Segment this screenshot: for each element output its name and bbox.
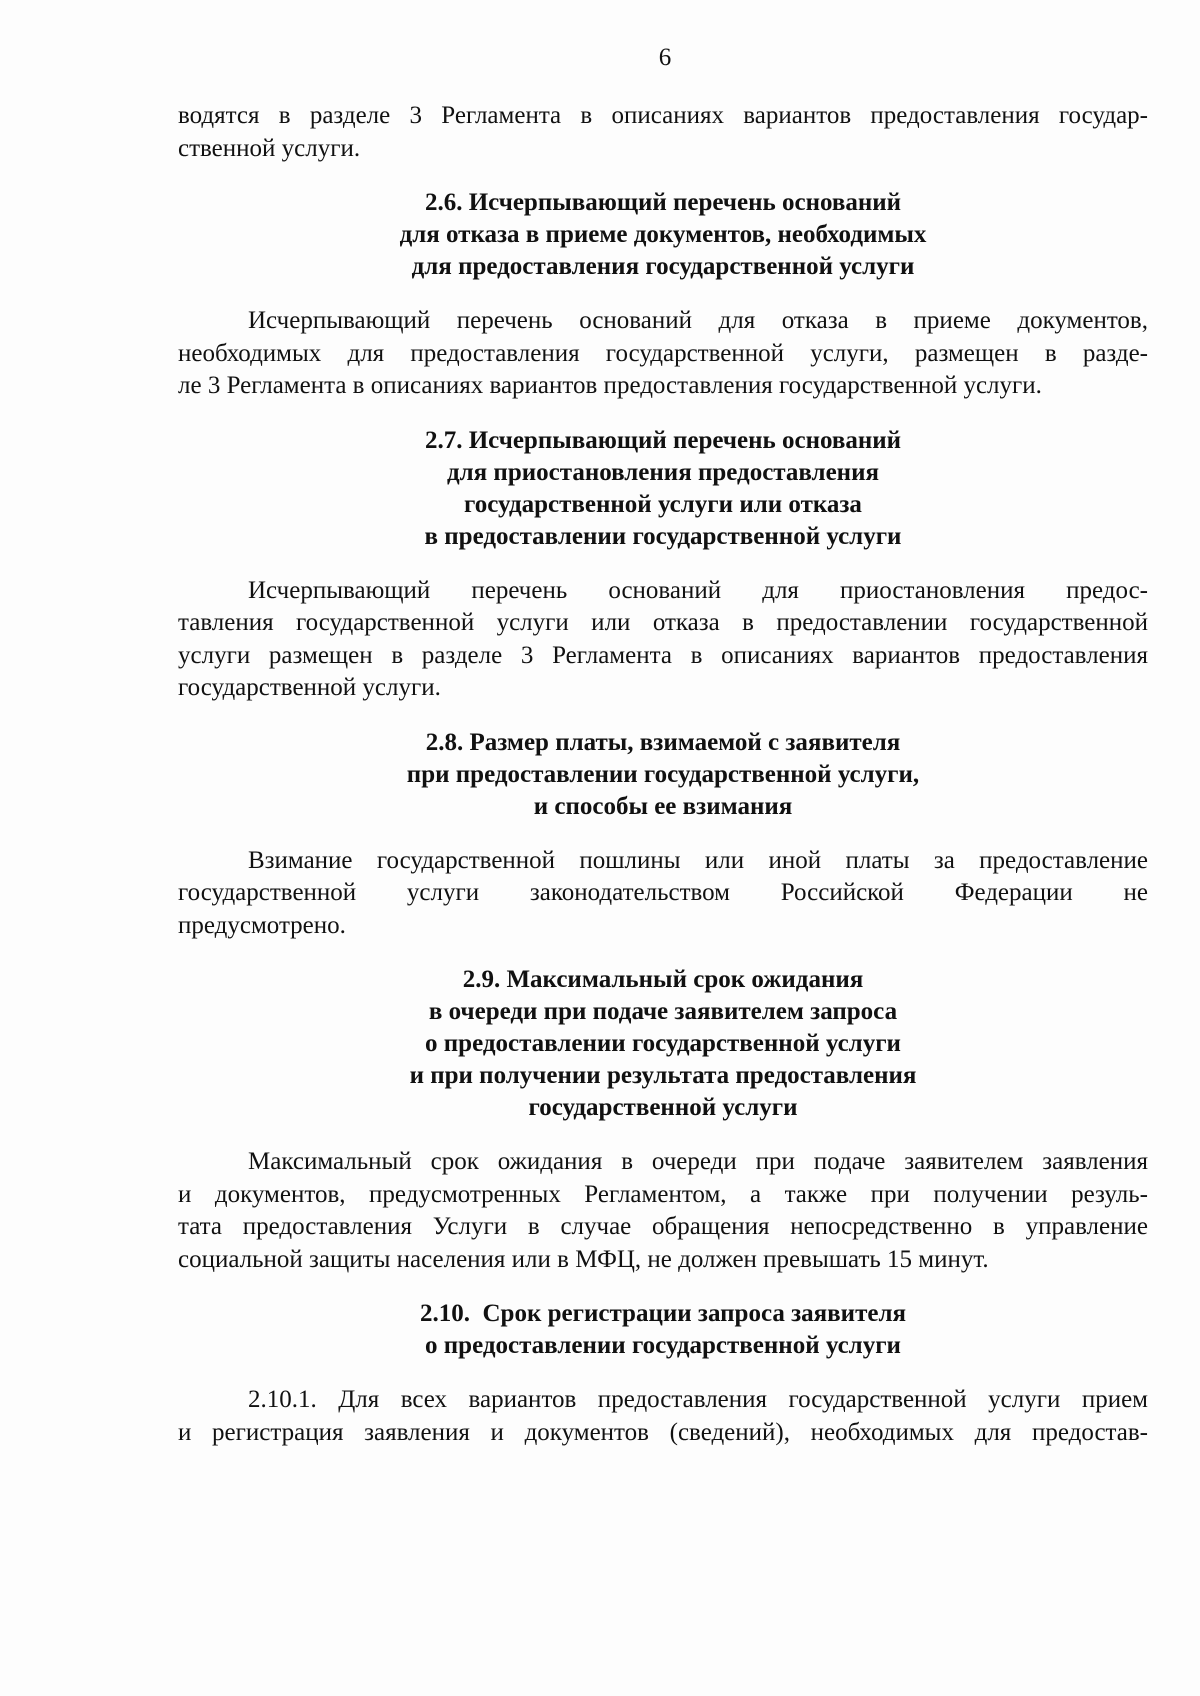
section-body-2-9 (178, 1146, 1148, 1276)
text-line: ле 3 Регламента в описаниях вариантов предоставления государственной услуги. (178, 372, 1042, 399)
heading-line: о предоставлении государственной услуги (425, 1030, 901, 1057)
section-heading-2-8 (178, 727, 1148, 823)
text-line: государственной услуги законодательством Российской Федерации не (178, 879, 1148, 906)
intro-paragraph (178, 100, 1148, 165)
heading-line: при предоставлении государственной услуги, (406, 760, 920, 788)
text-line: 2.10.1. Для всех вариантов предоставления государственной услуги прием (248, 1386, 1148, 1413)
text-line: тавления государственной услуги или отказа в предоставлении государственной (178, 609, 1148, 636)
document-body (178, 100, 1148, 1449)
heading-line: 2.9. Максимальный срок ожидания (462, 966, 864, 993)
section-heading-2-6 (178, 187, 1148, 283)
section-body-2-8 (178, 845, 1148, 943)
heading-line: и способы ее взимания (533, 792, 793, 820)
text-line: тата предоставления Услуги в случае обращения непосредственно в управление (178, 1213, 1148, 1240)
heading-line: 2.6. Исчерпывающий перечень оснований (424, 189, 902, 216)
heading-line: в очереди при подаче заявителем запроса (428, 998, 898, 1025)
heading-line: 2.10. Срок регистрации запроса заявителя (420, 1300, 906, 1327)
section-body-2-10 (178, 1384, 1148, 1449)
heading-line: и при получении результата предоставления (409, 1062, 917, 1089)
section-heading-2-10 (178, 1298, 1148, 1362)
heading-line: 2.7. Исчерпывающий перечень оснований (424, 426, 902, 454)
text-line: водятся в разделе 3 Регламента в описаниях вариантов предоставления государ- (178, 102, 1148, 129)
heading-line: государственной услуги (528, 1094, 798, 1121)
heading-line: о предоставлении государственной услуги (425, 1332, 901, 1359)
text-line: предусмотрено. (178, 911, 346, 939)
heading-line: для предоставления государственной услуги (411, 253, 915, 280)
text-line: Взимание государственной пошлины или иной платы за предоставление (248, 846, 1148, 874)
heading-line: 2.8. Размер платы, взимаемой с заявителя (425, 728, 901, 756)
text-line: ственной услуги. (178, 134, 361, 162)
heading-line: для отказа в приеме документов, необходимых (399, 221, 927, 248)
section-heading-2-9 (178, 964, 1148, 1124)
heading-line: государственной услуги или отказа (464, 490, 862, 518)
page-number: 6 (658, 44, 672, 71)
text-line: Максимальный срок ожидания в очереди при подаче заявителем заявления (248, 1148, 1148, 1175)
section-body-2-7 (178, 575, 1148, 705)
text-line: и регистрация заявления и документов (сведений), необходимых для предостав- (178, 1418, 1148, 1446)
section-heading-2-7 (178, 425, 1148, 553)
heading-line: в предоставлении государственной услуги (424, 522, 902, 550)
text-line: услуги размещен в разделе 3 Регламента в описаниях вариантов предоставления (178, 641, 1148, 669)
text-line: необходимых для предоставления государственной услуги, размещен в разде- (178, 339, 1148, 367)
text-line: Исчерпывающий перечень оснований для приостановления предос- (248, 576, 1148, 604)
heading-line: для приостановления предоставления (446, 458, 880, 486)
text-line: и документов, предусмотренных Регламентом, а также при получении резуль- (178, 1180, 1148, 1208)
section-body-2-6 (178, 305, 1148, 403)
text-line: Исчерпывающий перечень оснований для отказа в приеме документов, (248, 307, 1148, 334)
text-line: социальной защиты населения или в МФЦ, не должен превышать 15 минут. (178, 1245, 989, 1273)
text-line: государственной услуги. (178, 674, 441, 701)
